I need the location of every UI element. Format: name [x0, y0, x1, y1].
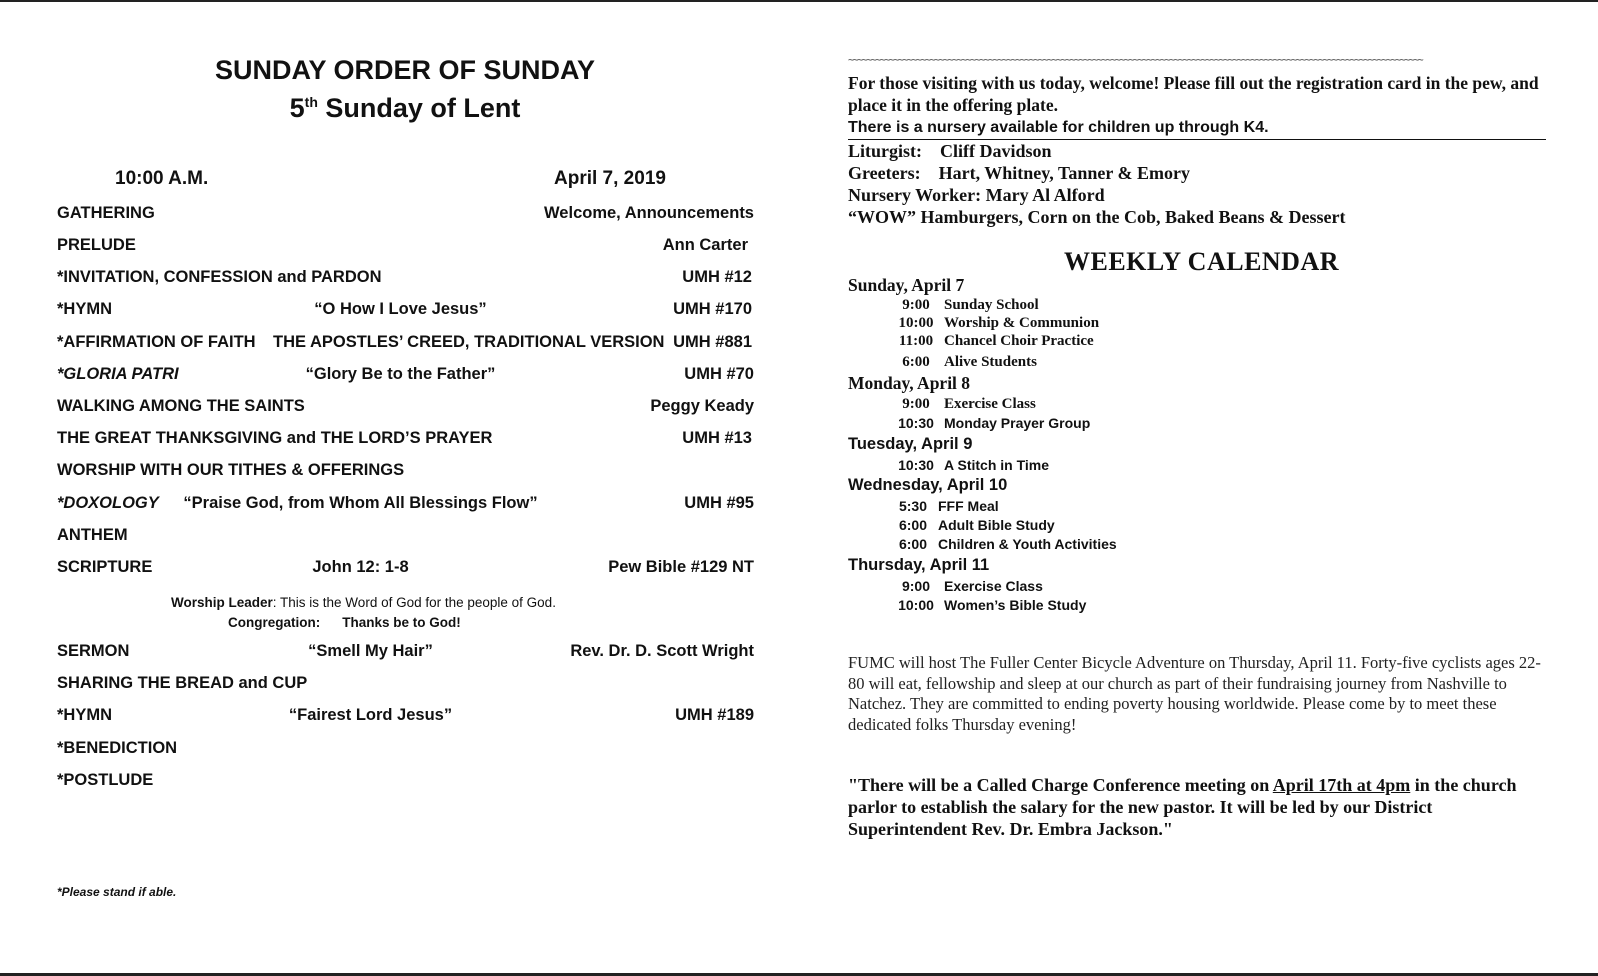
order-detail: UMH #13	[682, 429, 752, 447]
announcements-page	[848, 0, 1548, 976]
order-label: GATHERING	[57, 204, 155, 222]
order-detail: UMH #12	[682, 268, 752, 286]
calendar-event: 10:30 Monday Prayer Group	[898, 415, 1091, 431]
order-label: *HYMN	[57, 706, 113, 724]
order-row	[57, 736, 754, 760]
role-liturgist: Liturgist: Cliff Davidson	[848, 141, 1052, 161]
calendar-event: 10:30 A Stitch in Time	[898, 457, 1050, 473]
calendar-title: WEEKLY CALENDAR	[1064, 247, 1340, 276]
order-row	[57, 458, 754, 482]
order-detail: UMH #170	[673, 300, 752, 318]
calendar-event: 10:00 Worship & Communion	[898, 315, 1100, 331]
order-title: THE APOSTLES’ CREED, TRADITIONAL VERSION	[273, 333, 665, 351]
calendar-day-heading: Wednesday, April 10	[848, 476, 1008, 494]
role-greeters: Greeters: Hart, Whitney, Tanner & Emory	[848, 163, 1190, 183]
nursery-notice: There is a nursery available for children up through K4.	[848, 117, 1546, 140]
calendar-event: 11:00 Chancel Choir Practice	[898, 333, 1094, 349]
order-row	[57, 555, 754, 579]
service-roles	[848, 140, 1346, 228]
calendar-day-heading: Sunday, April 7	[848, 275, 965, 295]
order-row	[57, 233, 754, 257]
order-title: “Glory Be to the Father”	[305, 365, 496, 383]
calendar-event: 5:30 FFF Meal	[898, 498, 999, 514]
order-detail: UMH #70	[684, 365, 754, 383]
order-row	[57, 297, 754, 321]
calendar-day-heading: Monday, April 8	[848, 373, 971, 393]
role-wow-meal: “WOW” Hamburgers, Corn on the Cob, Baked Beans & Dessert	[848, 207, 1346, 227]
order-label: *POSTLUDE	[57, 771, 154, 789]
calendar-event: 6:00 Adult Bible Study	[898, 517, 1055, 533]
order-detail: UMH #881	[673, 333, 752, 351]
order-row	[57, 201, 754, 225]
order-title: John 12: 1-8	[312, 558, 409, 576]
charge-conference-notice: "There will be a Called Charge Conference meeting on April 17th at 4pm in the church parlor to establish the salary for the new pastor. It will be led by our District Superintendent Rev. Dr. Embra Jackson."	[848, 775, 1517, 839]
calendar-event: 9:00 Sunday School	[902, 297, 1039, 313]
calendar-event: 6:00 Children & Youth Activities	[898, 536, 1117, 552]
order-row	[57, 491, 754, 515]
order-row	[57, 639, 754, 663]
order-detail: Rev. Dr. D. Scott Wright	[570, 642, 754, 660]
order-label: SERMON	[57, 642, 130, 660]
order-detail: Ann Carter	[662, 236, 748, 254]
order-row	[57, 703, 754, 727]
order-row	[57, 330, 754, 354]
order-label: *INVITATION, CONFESSION and PARDON	[57, 268, 382, 286]
order-detail: UMH #95	[684, 494, 754, 512]
order-row	[57, 426, 754, 450]
order-title: “O How I Love Jesus”	[314, 300, 487, 318]
order-title: “Smell My Hair”	[308, 642, 433, 660]
order-of-worship-page	[0, 0, 790, 976]
order-title: “Praise God, from Whom All Blessings Flow”	[183, 494, 538, 512]
order-detail: UMH #189	[675, 706, 754, 724]
order-label: SCRIPTURE	[57, 558, 153, 576]
order-label: *HYMN	[57, 300, 113, 318]
order-label: WALKING AMONG THE SAINTS	[57, 397, 305, 415]
bulletin-title: SUNDAY ORDER OF SUNDAY	[214, 55, 596, 85]
order-label: *DOXOLOGY	[57, 494, 159, 512]
order-label: *BENEDICTION	[57, 739, 178, 757]
order-label: *AFFIRMATION OF FAITH	[57, 333, 256, 351]
order-row	[57, 394, 754, 418]
order-row	[57, 265, 754, 289]
calendar-day-heading: Tuesday, April 9	[848, 435, 973, 453]
calendar-day-heading: Thursday, April 11	[848, 556, 990, 574]
calendar-event: 6:00 Alive Students	[902, 354, 1037, 370]
order-label: SHARING THE BREAD and CUP	[57, 674, 308, 692]
role-nursery-worker: Nursery Worker: Mary Al Alford	[848, 185, 1105, 205]
calendar-event: 9:00 Exercise Class	[901, 578, 1043, 594]
order-label: WORSHIP WITH OUR TITHES & OFFERINGS	[57, 461, 405, 479]
order-label: THE GREAT THANKSGIVING and THE LORD’S PRAYER	[57, 429, 493, 447]
order-detail: Peggy Keady	[650, 397, 754, 415]
order-label: PRELUDE	[57, 236, 136, 254]
order-row	[57, 671, 754, 695]
service-date: April 7, 2019	[554, 168, 666, 189]
order-label: *GLORIA PATRI	[57, 365, 179, 383]
order-detail: Pew Bible #129 NT	[608, 558, 754, 576]
service-time: 10:00 A.M.	[115, 168, 209, 189]
order-title: “Fairest Lord Jesus”	[288, 706, 453, 724]
order-row	[57, 523, 754, 547]
scripture-response-leader: Worship Leader: This is the Word of God for the people of God.	[171, 595, 556, 610]
bicycle-adventure-paragraph: FUMC will host The Fuller Center Bicycle Adventure on Thursday, April 11. Forty-five cyclists ages 22-80 will eat, fellowship and sleep at our church as part of their fundraising journey from Nashville to Natchez. They are committed to ending poverty housing worldwide. Please come by to meet these dedicated folks Thursday evening!	[848, 653, 1541, 734]
stand-footnote: *Please stand if able.	[57, 885, 177, 899]
order-detail: Welcome, Announcements	[544, 204, 754, 222]
scripture-response-congregation: Congregation: Thanks be to God!	[228, 615, 461, 630]
order-row	[57, 362, 754, 386]
order-row	[57, 768, 754, 792]
calendar-event: 10:00 Women’s Bible Study	[898, 597, 1087, 613]
visitor-welcome: For those visiting with us today, welcome! Please fill out the registration card in the pew, and place it in the offering plate.	[848, 73, 1539, 115]
bulletin-subtitle: 5th Sunday of Lent	[289, 93, 521, 123]
calendar-event: 9:00 Exercise Class	[902, 396, 1036, 412]
wavy-divider: ~~~~~~~~~~~~~~~~~~~~~~~~~~~~~~~~~~~~~~~~~~~~~~~~~~~~~~~~~~~~~~~~~~~~~~~~~~~~~~~~~~~~~~~~~~~~~~~~~~~~~~~~~~~~~~~~~~~~~~~~~~~~~~~	[848, 58, 1423, 64]
order-label: ANTHEM	[57, 526, 128, 544]
